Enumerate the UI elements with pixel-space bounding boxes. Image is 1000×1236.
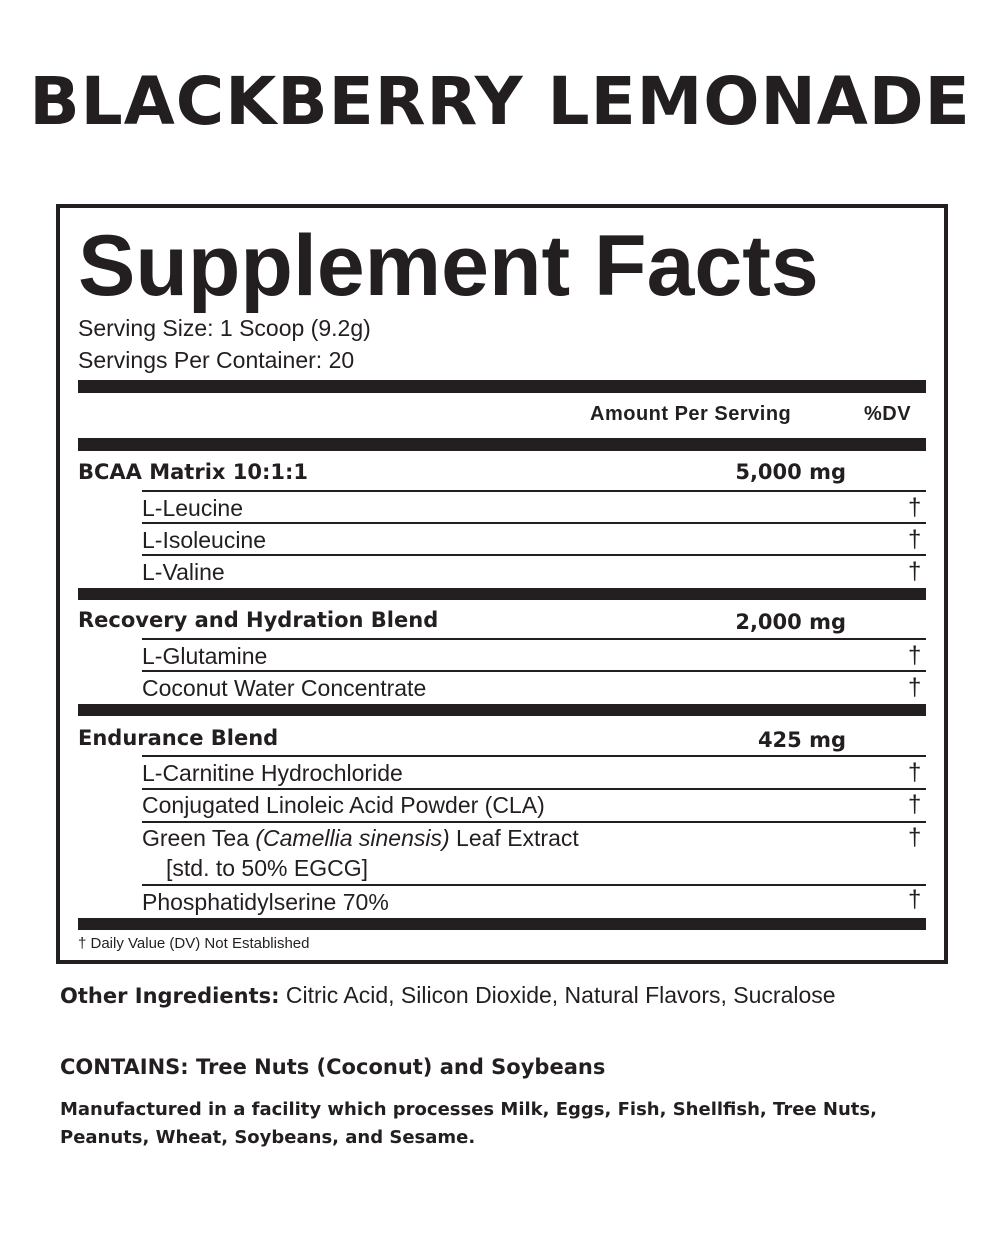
dv-dagger: † (908, 791, 922, 818)
dv-footnote: † Daily Value (DV) Not Established (78, 935, 310, 952)
row-divider (142, 638, 926, 640)
green-tea-name: Green Tea (142, 825, 249, 851)
row-divider (142, 670, 926, 672)
ingredient-l-glutamine: L-Glutamine (142, 643, 268, 669)
row-divider (142, 821, 926, 823)
dv-dagger: † (908, 824, 922, 851)
dv-dagger: † (908, 494, 922, 521)
panel-title: Supplement Facts (78, 218, 819, 314)
flavor-title: BLACKBERRY LEMONADE (29, 63, 971, 140)
thick-divider (78, 588, 926, 600)
supplement-facts-panel (56, 204, 948, 964)
green-tea-standardization: [std. to 50% EGCG] (166, 855, 368, 881)
row-divider (142, 522, 926, 524)
group-name-recovery: Recovery and Hydration Blend (78, 608, 439, 632)
ingredient-l-valine: L-Valine (142, 559, 225, 585)
ingredient-coconut-water: Coconut Water Concentrate (142, 675, 427, 701)
row-divider (142, 884, 926, 886)
group-amount-recovery: 2,000 mg (735, 610, 846, 634)
ingredient-phosphatidylserine: Phosphatidylserine 70% (142, 889, 389, 915)
dv-dagger: † (908, 759, 922, 786)
thick-divider (78, 704, 926, 716)
servings-per-container: Servings Per Container: 20 (78, 347, 355, 373)
ingredient-green-tea (142, 824, 579, 852)
dv-header: %DV (864, 403, 912, 425)
other-ingredients-label: Other Ingredients: (60, 984, 280, 1008)
row-divider (142, 755, 926, 757)
thick-divider (78, 918, 926, 930)
serving-size: Serving Size: 1 Scoop (9.2g) (78, 315, 371, 341)
ingredient-l-carnitine: L-Carnitine Hydrochloride (142, 760, 403, 786)
facility-statement: Manufactured in a facility which processes Milk, Eggs, Fish, Shellfish, Tree Nuts, Peanuts, Wheat, Soybeans, and Sesame. (60, 1099, 877, 1148)
amount-per-serving-header: Amount Per Serving (590, 403, 792, 425)
thick-divider (78, 380, 926, 393)
group-amount-endurance: 425 mg (757, 728, 846, 752)
green-tea-suffix: Leaf Extract (449, 825, 579, 851)
dv-dagger: † (908, 558, 922, 585)
group-name-bcaa: BCAA Matrix 10:1:1 (78, 460, 308, 484)
other-ingredients (60, 980, 920, 1012)
row-divider (142, 554, 926, 556)
group-amount-bcaa: 5,000 mg (735, 460, 846, 484)
dv-dagger: † (908, 886, 922, 913)
group-name-endurance: Endurance Blend (78, 726, 279, 750)
ingredient-l-isoleucine: L-Isoleucine (142, 527, 267, 553)
row-divider (142, 490, 926, 492)
ingredient-cla: Conjugated Linoleic Acid Powder (CLA) (142, 792, 545, 818)
dv-dagger: † (908, 674, 922, 701)
dv-dagger: † (908, 642, 922, 669)
thick-divider (78, 438, 926, 451)
allergen-contains: CONTAINS: Tree Nuts (Coconut) and Soybeans (60, 1055, 606, 1079)
dv-dagger: † (908, 526, 922, 553)
row-divider (142, 788, 926, 790)
green-tea-latin: (Camellia sinensis) (255, 825, 450, 851)
other-ingredients-text: Citric Acid, Silicon Dioxide, Natural Flavors, Sucralose (279, 982, 836, 1008)
ingredient-l-leucine: L-Leucine (142, 495, 244, 521)
